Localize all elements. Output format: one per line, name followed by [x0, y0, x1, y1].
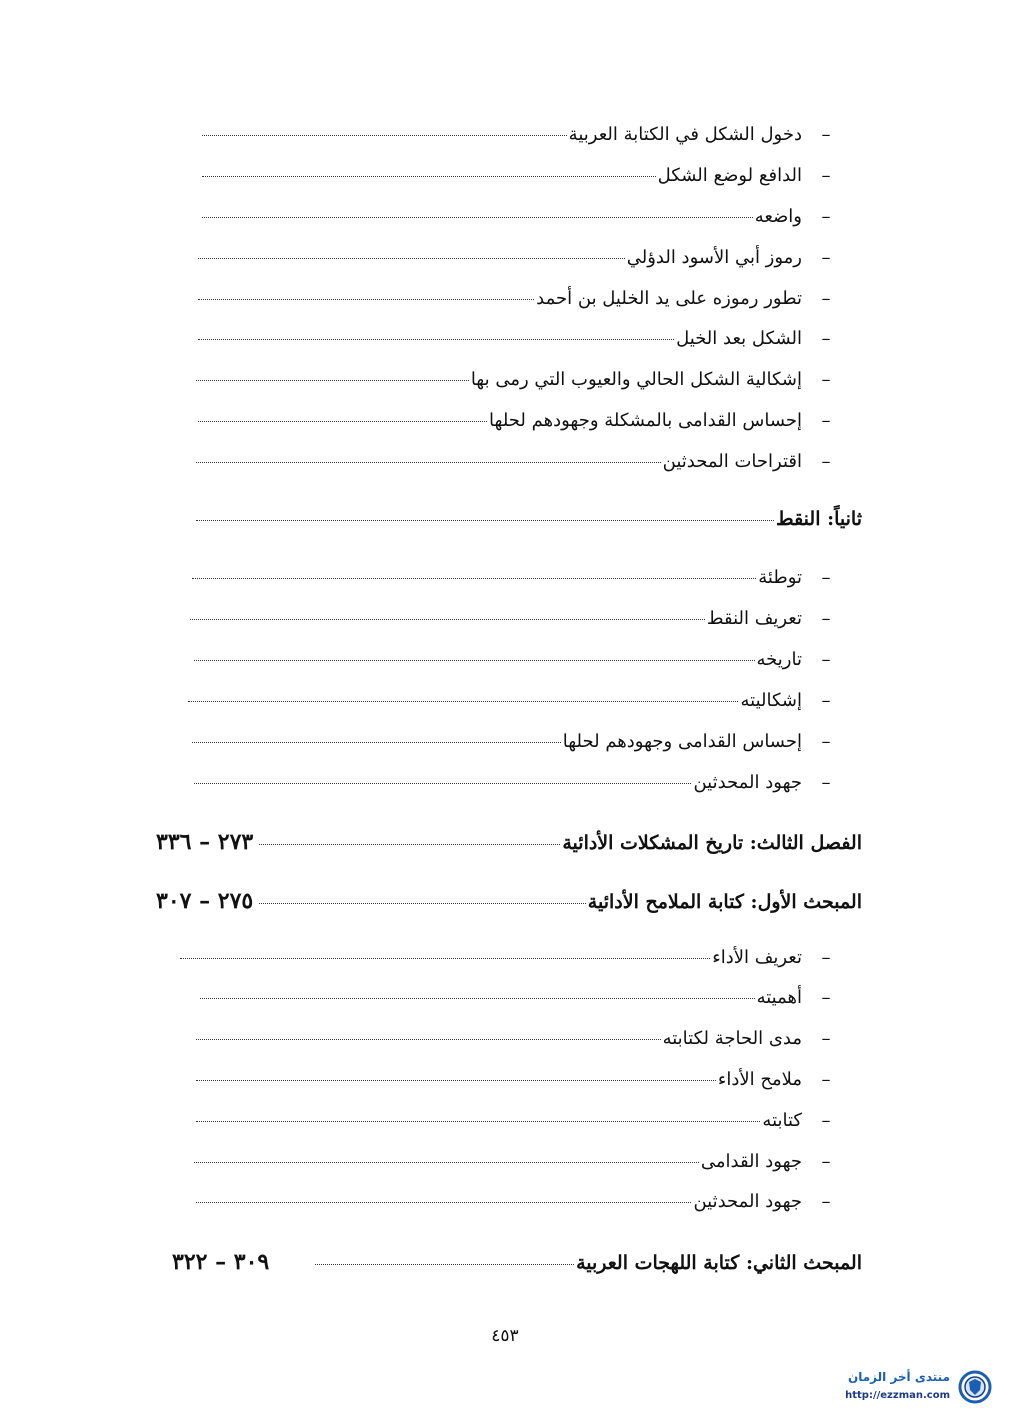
page-number: ٤٥٣ — [491, 1326, 519, 1346]
dot-leader — [192, 742, 561, 743]
watermark-url[interactable]: http://ezzman.com — [845, 1390, 950, 1401]
subchapter-title: المبحث الثاني: كتابة اللهجات العربية — [576, 1252, 862, 1274]
toc-item[interactable] — [196, 451, 832, 481]
dot-leader — [180, 958, 710, 959]
dot-leader — [202, 135, 567, 136]
bullet-dash: – — [821, 369, 831, 390]
dot-leader — [194, 660, 755, 661]
bullet-dash: – — [821, 1110, 831, 1131]
bullet-dash: – — [821, 608, 831, 629]
bullet-dash: – — [821, 410, 831, 431]
toc-item-label: جهود المحدثين — [693, 772, 802, 793]
dot-leader — [200, 998, 755, 999]
shield-logo-icon — [958, 1370, 992, 1404]
bullet-dash: – — [821, 288, 831, 309]
dot-leader — [198, 421, 487, 422]
toc-item-label: الشكل بعد الخيل — [676, 328, 802, 349]
subchapter-title: المبحث الأول: كتابة الملامح الأدائية — [587, 891, 862, 913]
chapter-title: الفصل الثالث: تاريخ المشكلات الأدائية — [562, 832, 862, 854]
toc-item-label: رموز أبي الأسود الدؤلي — [626, 247, 802, 268]
bullet-dash: – — [821, 206, 831, 227]
toc-item-label: إشكالية الشكل الحالي والعيوب التي رمى بها — [470, 369, 802, 390]
bullet-dash: – — [821, 165, 831, 186]
bullet-dash: – — [821, 451, 831, 472]
toc-item-label: الدافع لوضع الشكل — [657, 165, 802, 186]
dot-leader — [192, 578, 756, 579]
bullet-dash: – — [821, 124, 831, 145]
dot-leader — [196, 520, 774, 521]
forum-watermark[interactable] — [800, 1368, 1000, 1408]
toc-item-label: تاريخه — [756, 649, 802, 670]
toc-item-label: إشكاليته — [740, 690, 802, 711]
toc-item[interactable] — [196, 1069, 832, 1099]
toc-section-heading[interactable] — [196, 508, 862, 538]
bullet-dash: – — [821, 1151, 831, 1172]
bullet-dash: – — [821, 772, 831, 793]
dot-leader — [196, 1080, 716, 1081]
toc-item-label: كتابته — [762, 1110, 802, 1131]
toc-item-label: جهود المحدثين — [693, 1191, 802, 1212]
dot-leader — [188, 701, 738, 702]
toc-item-label: ملامح الأداء — [717, 1069, 802, 1090]
dot-leader — [196, 1121, 760, 1122]
toc-item-label: اقتراحات المحدثين — [662, 451, 802, 472]
toc-item-label: تعريف النقط — [706, 608, 802, 629]
toc-item[interactable] — [196, 369, 832, 399]
dot-leader — [202, 176, 656, 177]
toc-subchapter-heading[interactable] — [172, 1249, 862, 1279]
toc-item[interactable] — [200, 987, 832, 1017]
bullet-dash: – — [821, 1191, 831, 1212]
bullet-dash: – — [821, 649, 831, 670]
toc-item-label: دخول الشكل في الكتابة العربية — [568, 124, 802, 145]
dot-leader — [196, 380, 469, 381]
bullet-dash: – — [821, 690, 831, 711]
dot-leader — [194, 1162, 699, 1163]
dot-leader — [196, 1039, 661, 1040]
toc-item-label: جهود القدامى — [700, 1151, 802, 1172]
toc-item[interactable] — [202, 124, 832, 154]
toc-item[interactable] — [198, 410, 832, 440]
toc-item[interactable] — [194, 649, 832, 679]
bullet-dash: – — [821, 987, 831, 1008]
toc-item[interactable] — [192, 731, 832, 761]
dot-leader — [259, 903, 586, 904]
toc-item-label: واضعه — [754, 206, 802, 227]
toc-item[interactable] — [196, 1028, 832, 1058]
dot-leader — [315, 1264, 574, 1265]
bullet-dash: – — [821, 947, 831, 968]
dot-leader — [198, 339, 674, 340]
bullet-dash: – — [821, 731, 831, 752]
toc-item[interactable] — [198, 288, 832, 318]
dot-leader — [198, 299, 534, 300]
toc-item[interactable] — [198, 328, 832, 358]
dot-leader — [202, 217, 753, 218]
toc-item-label: أهميته — [756, 987, 802, 1008]
toc-item-label: تعريف الأداء — [712, 947, 802, 968]
toc-item-label: إحساس القدامى وجهودهم لحلها — [562, 731, 802, 752]
bullet-dash: – — [821, 328, 831, 349]
page-range: ٢٧٥ – ٣٠٧ — [156, 888, 254, 914]
toc-item-label: توطئة — [758, 567, 802, 588]
bullet-dash: – — [821, 567, 831, 588]
toc-item-label: تطور رموزه على يد الخليل بن أحمد — [536, 288, 802, 309]
toc-item[interactable] — [194, 772, 832, 802]
toc-item[interactable] — [194, 1151, 832, 1181]
toc-item-label: مدى الحاجة لكتابته — [662, 1028, 802, 1049]
toc-item[interactable] — [190, 608, 832, 638]
toc-item[interactable] — [180, 947, 832, 977]
dot-leader — [196, 1202, 691, 1203]
dot-leader — [196, 462, 661, 463]
dot-leader — [198, 258, 625, 259]
toc-chapter-heading[interactable] — [156, 829, 862, 859]
page-range: ٣٠٩ – ٣٢٢ — [172, 1249, 270, 1275]
toc-item[interactable] — [192, 567, 832, 597]
dot-leader — [190, 619, 705, 620]
toc-item[interactable] — [196, 1110, 832, 1140]
bullet-dash: – — [821, 247, 831, 268]
dot-leader — [194, 783, 691, 784]
toc-item[interactable] — [202, 206, 832, 236]
dot-leader — [259, 844, 560, 845]
toc-subchapter-heading[interactable] — [156, 888, 862, 918]
toc-item[interactable] — [202, 165, 832, 195]
toc-item-label: إحساس القدامى بالمشكلة وجهودهم لحلها — [489, 410, 802, 431]
page-range: ٢٧٣ – ٣٣٦ — [156, 829, 254, 855]
toc-item[interactable] — [196, 1191, 832, 1221]
section-heading-label: ثانياً: النقط — [776, 508, 862, 530]
toc-item[interactable] — [198, 247, 832, 277]
bullet-dash: – — [821, 1028, 831, 1049]
watermark-title: منتدى أخر الزمان — [848, 1370, 950, 1384]
toc-item[interactable] — [188, 690, 832, 720]
bullet-dash: – — [821, 1069, 831, 1090]
